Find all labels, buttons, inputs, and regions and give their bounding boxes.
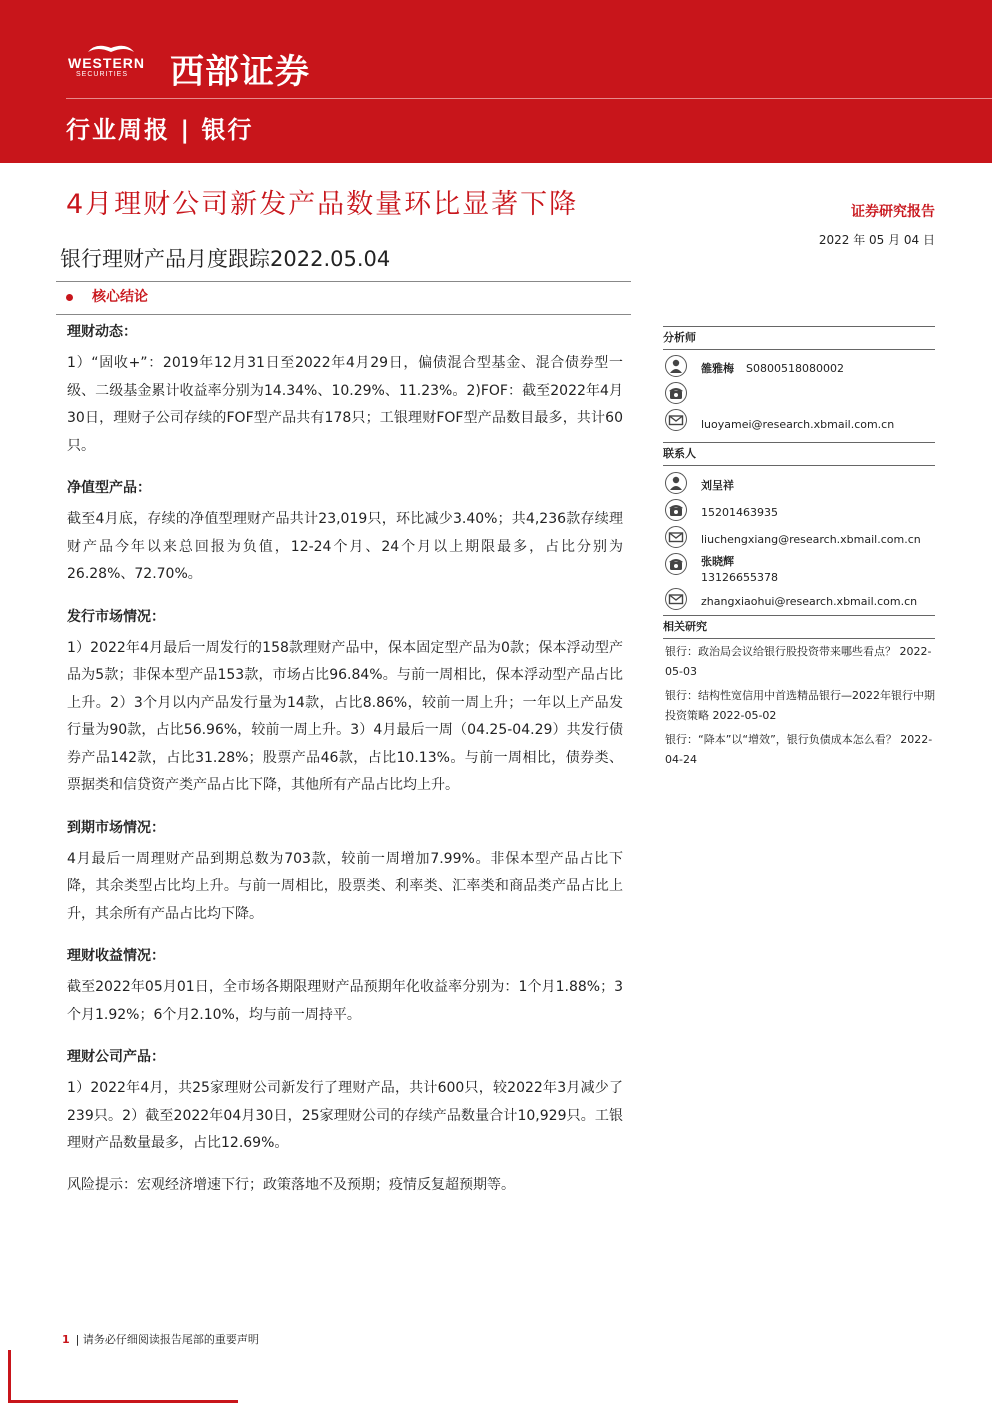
analyst-code: S0800518080002 [746, 362, 844, 375]
report-subtitle: 银行理财产品月度跟踪2022.05.04 [60, 247, 391, 271]
contact1-email-row [663, 524, 935, 551]
analyst-phone-row [663, 380, 935, 407]
person-icon [665, 472, 687, 494]
contact2-email[interactable]: zhangxiaohui@research.xbmail.com.cn [701, 595, 918, 608]
section-title: 核心结论 [92, 289, 148, 305]
main-content [67, 318, 623, 1213]
related-item[interactable]: 银行：政治局会议给银行股投资带来哪些看点？ 2022-05-03 [665, 645, 932, 678]
contact1-name-row [663, 470, 935, 497]
page-number: 1 [62, 1333, 70, 1346]
analyst-heading: 分析师 [663, 326, 935, 350]
heading-company-products: 理财公司产品： [67, 1049, 165, 1065]
header-banner [0, 0, 992, 163]
contact-heading: 联系人 [663, 442, 935, 466]
heading-issuance: 发行市场情况： [67, 608, 165, 625]
report-type: 行业周报 | 银行 [66, 116, 254, 144]
phone-icon [665, 499, 687, 521]
report-label: 证券研究报告 [851, 204, 935, 220]
contact2-name-row [663, 551, 935, 584]
paragraph: 截至4月底，存续的净值型理财产品共计23,019只，环比减少3.40%；共4,236款存续理财产品今年以来总回报为负值，12-24个月、24个月以上期限最多，占比分别为26.28%、72.70%。 [67, 511, 623, 582]
analyst-name: 雒雅梅 [701, 362, 734, 375]
mail-icon [665, 588, 687, 610]
risk-warning: 风险提示：宏观经济增速下行；政策落地不及预期；疫情反复超预期等。 [67, 1176, 515, 1193]
heading-maturity: 到期市场情况： [67, 819, 165, 836]
bull-horn-logo-icon [86, 42, 136, 56]
related-item[interactable]: 银行：结构性宽信用中首选精品银行—2022年银行中期投资策略 2022-05-02 [665, 689, 935, 722]
paragraph: 1）“固收+”：2019年12月31日至2022年4月29日，偏债混合型基金、混合债券型一级、二级基金累计收益率分别为14.34%、10.29%、11.23%。2)FOF：截至2022年4月30日，理财子公司存续的FOF型产品共有178只；工银理财FOF型产品数目最多，共计60只。 [67, 355, 623, 454]
person-icon [665, 355, 687, 377]
analyst-email[interactable]: luoyamei@research.xbmail.com.cn [701, 418, 895, 431]
phone-icon [665, 553, 687, 575]
mail-icon [665, 526, 687, 548]
heading-yield: 理财收益情况： [67, 948, 165, 964]
related-heading: 相关研究 [663, 615, 935, 639]
mail-icon [665, 409, 687, 431]
disclaimer-note: | 请务必仔细阅读报告尾部的重要声明 [75, 1333, 259, 1346]
heading-net-value: 净值型产品： [67, 480, 151, 496]
phone-icon [665, 382, 687, 404]
logo-chinese: 西部证券 [170, 52, 310, 92]
paragraph: 1）2022年4月最后一周发行的158款理财产品中，保本固定型产品为0款；保本浮动型产品为5款；非保本型产品153款，市场占比96.84%。与前一周相比，保本浮动型产品占比上升。2）3个月以内产品发行量为14款，占比8.86%，较前一周上升；一年以上产品发行量为90款，占比56.96%，较前一周上升。3）4月最后一周（04.25-04.29）共发行债券产品142款，占比31.28%；股票产品46款，占比10.13%。与前一周相比，债券类、票据类和信贷资产类产品占比下降，其他所有产品占比均上升。 [67, 639, 623, 793]
report-title: 4月理财公司新发产品数量环比显著下降 [66, 189, 579, 220]
contact2-name: 张晓辉 [701, 555, 734, 568]
contact2-email-row [663, 586, 935, 613]
page-footer [62, 1331, 259, 1347]
contact1-name: 刘呈祥 [701, 479, 734, 492]
report-date: 2022 年 05 月 04 日 [818, 233, 935, 247]
contact1-email[interactable]: liuchengxiang@research.xbmail.com.cn [701, 533, 921, 546]
logo-english: WESTERN [68, 55, 145, 71]
section-header [56, 281, 631, 315]
bullet-icon [66, 294, 73, 301]
contact1-phone-row [663, 497, 935, 524]
related-item[interactable]: 银行：“降本”以“增效”，银行负债成本怎么看？ 2022-04-24 [665, 733, 933, 766]
heading-wealth-dynamics: 理财动态： [67, 324, 137, 340]
header-divider [66, 98, 992, 99]
logo-english-sub: SECURITIES [76, 71, 129, 78]
analyst-name-row [663, 353, 935, 380]
analyst-email-row [663, 407, 935, 434]
paragraph: 1）2022年4月，共25家理财公司新发行了理财产品，共计600只，较2022年3月减少了239只。2）截至2022年04月30日，25家理财公司的存续产品数量合计10,929只。工银理财产品数量最多，占比12.69%。 [67, 1080, 623, 1151]
corner-decoration [8, 1350, 11, 1403]
sidebar [663, 326, 935, 774]
paragraph: 4月最后一周理财产品到期总数为703款，较前一周增加7.99%。非保本型产品占比下降，其余类型占比均上升。与前一周相比，股票类、利率类、汇率类和商品类产品占比上升，其余所有产品占比均下降。 [67, 850, 623, 922]
contact1-phone: 15201463935 [701, 506, 778, 519]
paragraph: 截至2022年05月01日，全市场各期限理财产品预期年化收益率分别为：1个月1.88%；3个月1.92%；6个月2.10%，均与前一周持平。 [67, 979, 623, 1023]
contact2-phone: 13126655378 [701, 571, 778, 584]
